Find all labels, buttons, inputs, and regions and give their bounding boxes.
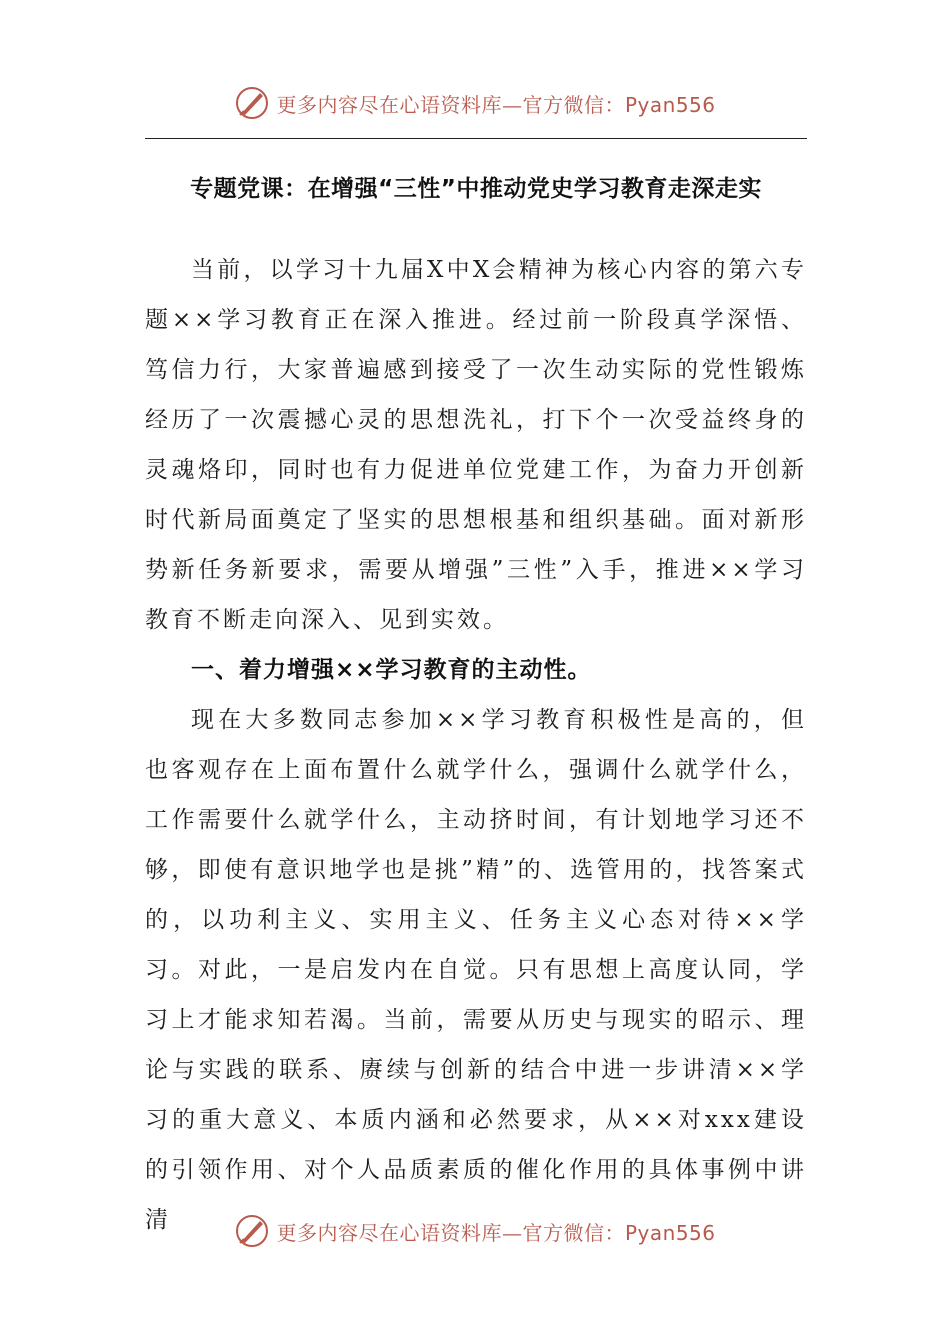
section-heading: 一、着力增强××学习教育的主动性。 bbox=[191, 657, 592, 683]
watermark-header bbox=[0, 80, 950, 126]
document-title: 专题党课：在增强“三性”中推动党史学习教育走深走实 bbox=[190, 176, 762, 202]
body-paragraph: 现在大多数同志参加××学习教育积极性是高的，但也客观存在上面布置什么就学什么，强调什么就学什么，工作需要什么就学什么，主动挤时间，有计划地学习还不够，即使有意识地学也是挑”精”的、选管用的，找答案式的，以功利主义、实用主义、任务主义心态对待××学习。对此，一是启发内在自觉。只有思想上高度认同，学习上才能求知若渴。当前，需要从历史与现实的昭示、理论与实践的联系、赓续与创新的结合中进一步讲清××学习的重大意义、本质内涵和必然要求，从××对xxx建设的引领作用、对个人品质素质的催化作用的具体事例中讲清 bbox=[145, 707, 807, 1233]
watermark-text: 更多内容尽在心语资料库—官方微信：Pyan556 bbox=[276, 92, 716, 117]
quill-logo-icon bbox=[234, 1213, 270, 1249]
watermark-text: 更多内容尽在心语资料库—官方微信：Pyan556 bbox=[276, 1220, 716, 1245]
quill-logo-icon bbox=[234, 85, 270, 121]
header-rule bbox=[145, 138, 807, 139]
watermark-footer bbox=[0, 1208, 950, 1254]
document-body bbox=[145, 245, 807, 1245]
body-paragraph: 当前，以学习十九届X中X会精神为核心内容的第六专题××学习教育正在深入推进。经过前一阶段真学深悟、笃信力行，大家普遍感到接受了一次生动实际的党性锻炼经历了一次震撼心灵的思想洗礼，打下个一次受益终身的灵魂烙印，同时也有力促进单位党建工作，为奋力开创新时代新局面奠定了坚实的思想根基和组织基础。面对新形势新任务新要求，需要从增强”三性”入手，推进××学习教育不断走向深入、见到实效。 bbox=[145, 257, 807, 633]
